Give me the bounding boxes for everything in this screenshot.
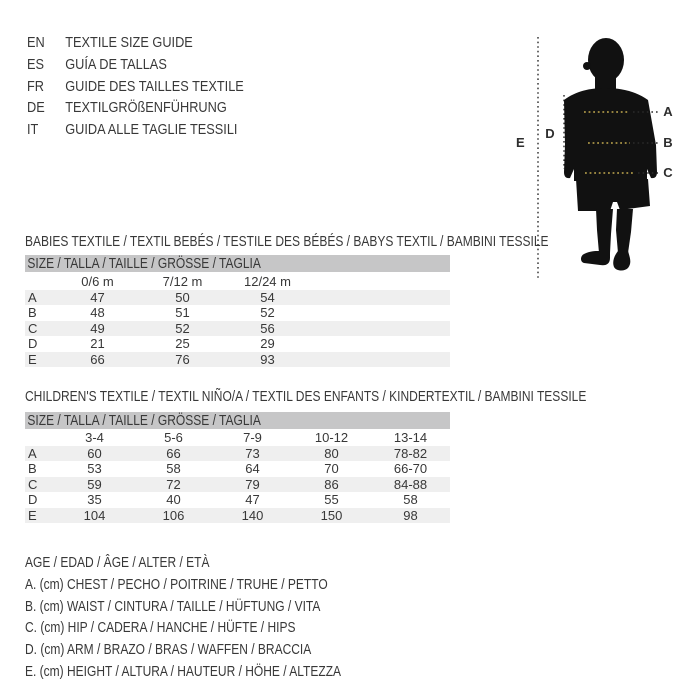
- language-row: [27, 119, 244, 141]
- legend-line-hip: [25, 617, 420, 639]
- language-row: [27, 75, 244, 97]
- table-cell: 93: [260, 351, 275, 367]
- language-title: TEXTILGRÖßENFÜHRUNG: [65, 99, 227, 117]
- marker-a-label: A: [663, 104, 673, 119]
- babies-size-header-bar: [25, 255, 450, 272]
- legend-text: E. (cm) HEIGHT / ALTURA / HAUTEUR / HÖHE / ALTEZZA: [25, 662, 342, 680]
- row-label: B: [28, 461, 37, 476]
- babies-section-title-text: BABIES TEXTILE / TEXTIL BEBÉS / TESTILE DES BÉBÉS / BABYS TEXTIL / BAMBINI TESSILE: [25, 233, 549, 250]
- row-label: B: [28, 305, 37, 320]
- column-header: 12/24 m: [244, 274, 291, 289]
- table-cell: 98: [403, 507, 418, 523]
- row-label: A: [28, 445, 37, 461]
- table-cell: 60: [87, 445, 102, 461]
- language-title-list: [27, 32, 282, 140]
- table-cell: 53: [87, 461, 102, 476]
- table-row: [25, 290, 450, 306]
- table-cell: 66: [90, 351, 105, 367]
- marker-e-label: E: [516, 135, 525, 150]
- filler-cell: [310, 321, 450, 337]
- language-code: ES: [27, 56, 45, 74]
- table-cell: 59: [87, 476, 102, 492]
- legend-line-waist: [25, 595, 420, 617]
- table-row: [25, 446, 450, 462]
- language-row: [27, 54, 244, 76]
- table-cell: 86: [324, 476, 339, 492]
- row-label: E: [28, 351, 37, 367]
- table-cell: 140: [241, 507, 264, 523]
- table-row: [25, 305, 450, 321]
- table-cell: 73: [245, 445, 260, 461]
- children-size-header-bar: [25, 412, 450, 429]
- legend-text: A. (cm) CHEST / PECHO / POITRINE / TRUHE / PETTO: [25, 576, 328, 594]
- column-header: 3-4: [85, 430, 104, 445]
- row-label: C: [28, 320, 38, 336]
- row-label: A: [28, 289, 37, 305]
- legend-line-arm: [25, 639, 420, 661]
- table-cell: 47: [90, 289, 105, 305]
- babies-column-header-row: [25, 274, 450, 290]
- row-label: D: [28, 336, 38, 351]
- row-label: D: [28, 492, 38, 507]
- table-cell: 35: [87, 492, 102, 507]
- table-cell: 58: [403, 492, 418, 507]
- table-cell: 25: [175, 336, 190, 351]
- filler-cell: [310, 305, 450, 321]
- children-column-header-row: [25, 430, 450, 446]
- babies-size-table: [25, 274, 450, 367]
- table-cell: 56: [260, 320, 275, 336]
- table-cell: 29: [260, 336, 275, 351]
- table-cell: 150: [320, 507, 343, 523]
- legend-text: D. (cm) ARM / BRAZO / BRAS / WAFFEN / BRACCIA: [25, 641, 312, 659]
- column-header: 13-14: [393, 430, 428, 445]
- legend-text: AGE / EDAD / ÂGE / ALTER / ETÀ: [25, 554, 210, 572]
- table-cell: 52: [175, 320, 190, 336]
- marker-d-label: D: [545, 126, 555, 141]
- language-code: EN: [27, 34, 45, 52]
- table-cell: 76: [175, 351, 190, 367]
- legend-line-age: [25, 552, 420, 574]
- filler-cell: [310, 336, 450, 352]
- filler-cell: [310, 290, 450, 306]
- language-code: IT: [27, 121, 39, 139]
- table-cell: 106: [162, 507, 185, 523]
- babies-size-header-text: SIZE / TALLA / TAILLE / GRÖSSE / TAGLIA: [27, 255, 261, 272]
- table-cell: 54: [260, 289, 275, 305]
- legend-line-height: [25, 660, 420, 682]
- column-header: 10-12: [314, 430, 349, 445]
- table-cell: 64: [245, 461, 260, 476]
- language-code: FR: [27, 77, 44, 95]
- table-cell: 80: [324, 445, 339, 461]
- column-header: 7-9: [243, 430, 262, 445]
- marker-b-label: B: [663, 135, 673, 150]
- measurement-legend: [25, 552, 420, 682]
- table-cell: 79: [245, 476, 260, 492]
- table-row: [25, 321, 450, 337]
- table-cell: 84-88: [393, 476, 428, 492]
- table-row: [25, 461, 450, 477]
- children-section-title-text: CHILDREN'S TEXTILE / TEXTIL NIÑO/A / TEXTIL DES ENFANTS / KINDERTEXTIL / BAMBINI TESSILE: [25, 388, 587, 405]
- language-title: GUIDE DES TAILLES TEXTILE: [65, 77, 244, 95]
- table-row: [25, 477, 450, 493]
- corner-cell: [25, 274, 55, 290]
- table-cell: 40: [166, 492, 181, 507]
- legend-text: C. (cm) HIP / CADERA / HANCHE / HÜFTE / HIPS: [25, 619, 296, 637]
- filler-cell: [310, 274, 450, 290]
- table-row: [25, 492, 450, 508]
- table-cell: 48: [90, 305, 105, 320]
- table-row: [25, 508, 450, 524]
- column-header: 5-6: [164, 430, 183, 445]
- legend-line-chest: [25, 574, 420, 596]
- corner-cell: [25, 430, 55, 446]
- children-section-title: [25, 389, 700, 405]
- table-row: [25, 352, 450, 368]
- filler-cell: [310, 352, 450, 368]
- table-cell: 66: [166, 445, 181, 461]
- row-label: C: [28, 476, 38, 492]
- language-row: [27, 97, 244, 119]
- table-cell: 104: [83, 507, 106, 523]
- language-row: [27, 32, 244, 54]
- table-cell: 47: [245, 492, 260, 507]
- legend-text: B. (cm) WAIST / CINTURA / TAILLE / HÜFTUNG / VITA: [25, 597, 321, 615]
- language-code: DE: [27, 99, 45, 117]
- table-cell: 21: [90, 336, 105, 351]
- table-row: [25, 336, 450, 352]
- table-cell: 55: [324, 492, 339, 507]
- children-size-header-text: SIZE / TALLA / TAILLE / GRÖSSE / TAGLIA: [27, 412, 261, 429]
- marker-c-label: C: [663, 165, 673, 180]
- babies-section-title: [25, 234, 679, 250]
- table-cell: 50: [175, 289, 190, 305]
- table-cell: 78-82: [393, 445, 428, 461]
- children-size-table: [25, 430, 450, 523]
- language-title: GUÍA DE TALLAS: [65, 56, 167, 74]
- language-title: TEXTILE SIZE GUIDE: [65, 34, 193, 52]
- table-cell: 70: [324, 461, 339, 476]
- column-header: 7/12 m: [162, 274, 203, 289]
- table-cell: 66-70: [393, 461, 428, 476]
- language-title: GUIDA ALLE TAGLIE TESSILI: [65, 121, 238, 139]
- table-cell: 52: [260, 305, 275, 320]
- table-cell: 72: [166, 476, 181, 492]
- table-cell: 49: [90, 320, 105, 336]
- table-cell: 58: [166, 461, 181, 476]
- column-header: 0/6 m: [81, 274, 114, 289]
- row-label: E: [28, 507, 37, 523]
- table-cell: 51: [175, 305, 190, 320]
